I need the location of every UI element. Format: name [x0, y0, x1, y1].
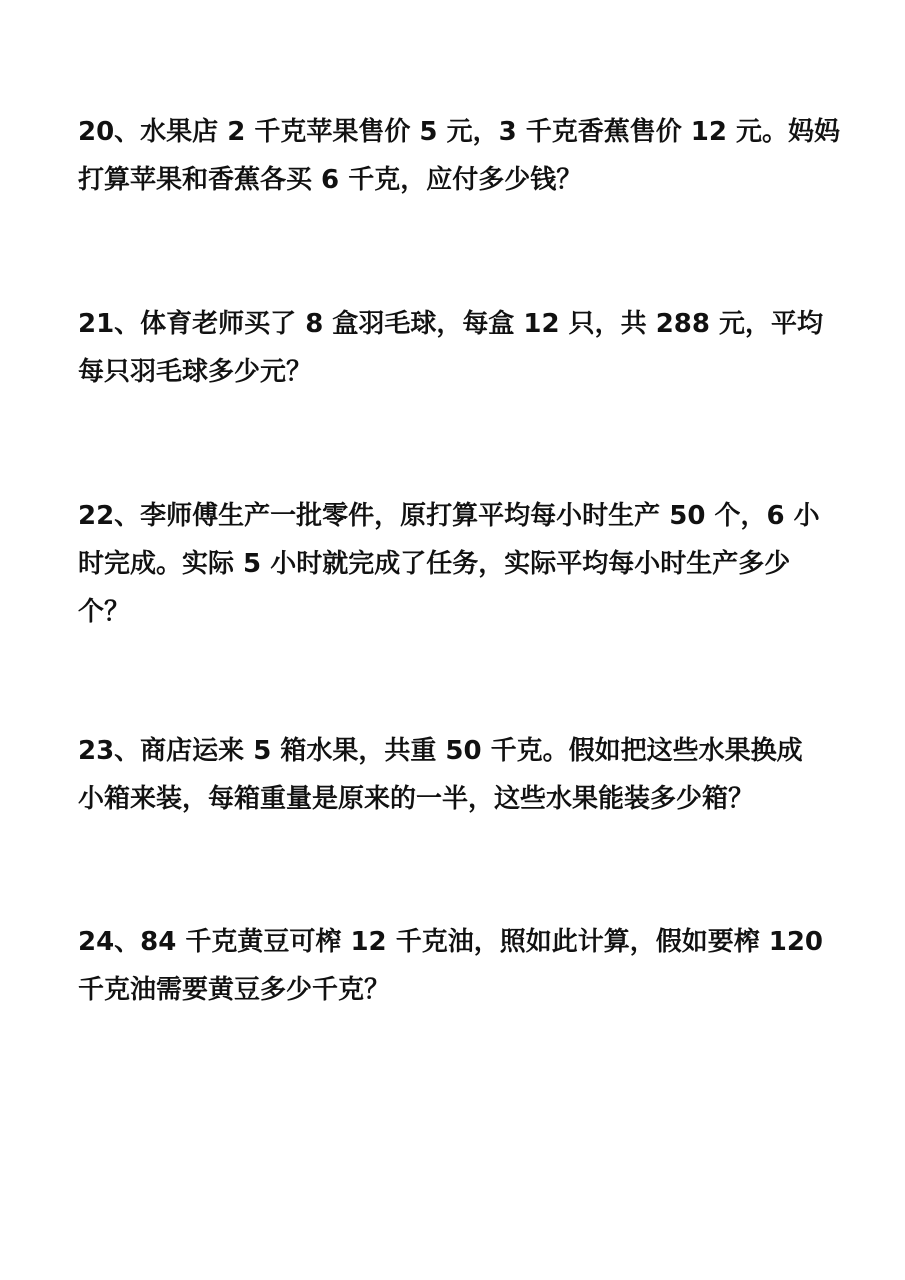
problem-22	[78, 492, 828, 636]
problem-20	[78, 108, 840, 204]
problem-text-line: 22、李师傅生产一批零件，原打算平均每小时生产 50 个，6 小	[78, 501, 820, 531]
problem-text-line: 打算苹果和香蕉各买 6 千克，应付多少钱？	[78, 165, 583, 195]
problem-24	[78, 918, 828, 1014]
problem-text-line: 20、水果店 2 千克苹果售价 5 元，3 千克香蕉售价 12 元。妈妈	[78, 117, 840, 147]
problem-text-line: 千克油需要黄豆多少千克？	[78, 975, 391, 1005]
problem-text-line: 个？	[78, 597, 131, 627]
problem-21	[78, 300, 828, 396]
problem-text-line: 时完成。实际 5 小时就完成了任务，实际平均每小时生产多少	[78, 549, 791, 579]
problem-text-line: 小箱来装，每箱重量是原来的一半，这些水果能装多少箱？	[78, 784, 755, 814]
problem-text-line: 24、84 千克黄豆可榨 12 千克油，照如此计算，假如要榨 120	[78, 927, 824, 957]
problem-text-line: 23、商店运来 5 箱水果，共重 50 千克。假如把这些水果换成	[78, 736, 803, 766]
problem-23	[78, 727, 828, 823]
problem-text-line: 21、体育老师买了 8 盒羽毛球，每盒 12 只，共 288 元，平均	[78, 309, 824, 339]
problem-text-line: 每只羽毛球多少元？	[78, 357, 313, 387]
